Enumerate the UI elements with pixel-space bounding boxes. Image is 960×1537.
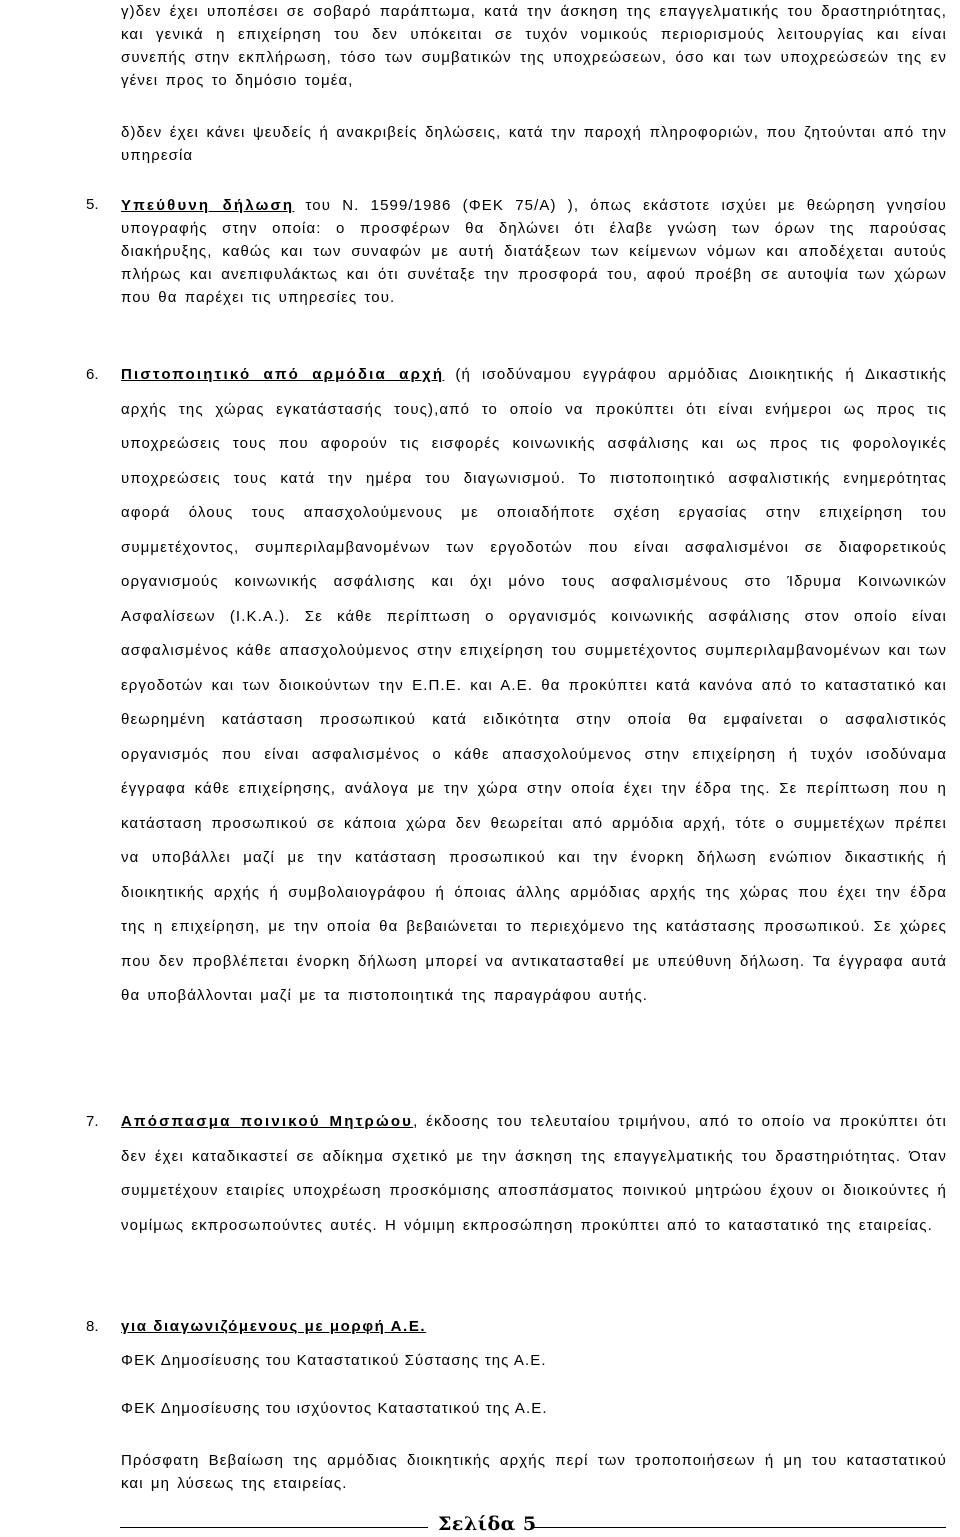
item-8-number: 8.: [86, 1318, 99, 1335]
item-5-number: 5.: [86, 196, 99, 213]
item-7-title: Απόσπασμα ποινικού Μητρώου: [121, 1113, 414, 1130]
footer-rule-right: [534, 1527, 946, 1528]
page-number: Σελίδα 5: [438, 1513, 537, 1535]
item-6-text: (ή ισοδύναμου εγγράφου αρμόδιας Διοικητικής ή Δικαστικής αρχής της χώρας εγκατάστασής τους),από το οποίο να προκύπτει ότι είναι ενήμεροι ως προς τις υποχρεώσεις τους που αφορούν τις εισφορές κοινωνικής ασφάλισης και ως προς τις φορολογικές υποχρεώσεις τους κατά την ημέρα του διαγωνισμού. Το πιστοποιητικό ασφαλιστικής ενημερότητας αφορά όλους τους απασχολούμενους με οποιαδήποτε σχέση εργασίας στην επιχείρηση του συμμετέχοντος, συμπεριλαμβανομένων των εργοδοτών που είναι ασφαλισμένοι σε διαφορετικούς οργανισμούς κοινωνικής ασφάλισης και όχι μόνο τους ασφαλισμένους στο Ίδρυμα Κοινωνικών Ασφαλίσεων (Ι.Κ.Α.). Σε κάθε περίπτωση ο οργανισμός κοινωνικής ασφάλισης στον οποίο είναι ασφαλισμένος κάθε απασχολούμενος στην επιχείρηση του συμμετέχοντος συμπεριλαμβανομένων και των εργοδοτών και των διοικούντων την Ε.Π.Ε. και Α.Ε. θα προκύπτει κατά κανόνα από το καταστατικό και θεωρημένη κατάσταση προσωπικού κατά ειδικότητα στην οποία θα εμφαίνεται ο ασφαλιστικός οργανισμός που είναι ασφαλισμένος ο κάθε απασχολούμενος στην επιχείρηση ή τυχόν ισοδύναμα έγγραφα κάθε επιχείρησης, ανάλογα με την χώρα στην οποία έχει την έδρα της. Σε περίπτωση που η κατάσταση προσωπικού σε κάποια χώρα δεν θεωρείται από αρμόδια αρχή, τότε ο συμμετέχων πρέπει να υποβάλλει μαζί με την κατάσταση προσωπικού και την ένορκη δήλωση ενώπιον δικαστικής ή διοικητικής αρχής ή συμβολαιογράφου ή όποιας άλλης αρμόδιας αρχής της χώρας που έχει την έδρα της η επιχείρηση, με την οποία θα βεβαιώνεται το περιεχόμενο της κατάστασης προσωπικού. Σε χώρες που δεν προβλέπεται ένορκη δήλωση μπορεί να αντικατασταθεί με υπεύθυνη δήλωση. Τα έγγραφα αυτά θα υποβάλλονται μαζί με τα πιστοποιητικά της παραγράφου αυτής.: [121, 366, 947, 1004]
item-8-line-2: ΦΕΚ Δημοσίευσης του ισχύοντος Καταστατικού της Α.Ε.: [121, 1400, 548, 1417]
item-7: [121, 1105, 947, 1243]
item-8-line-3: Πρόσφατη Βεβαίωση της αρμόδιας διοικητικής αρχής περί των τροποποιήσεων ή μη του καταστατικού και μη λύσεως της εταιρείας.: [121, 1452, 947, 1492]
item-7-text: , έκδοσης του τελευταίου τριμήνου, από το οποίο να προκύπτει ότι δεν έχει καταδικαστεί σε αδίκημα σχετικό με την άσκηση της επαγγελματικής του δραστηριότητας. Όταν συμμετέχουν εταιρίες υποχρέωση προσκόμισης αποσπάσματος ποινικού μητρώου έχουν οι διοικούντες ή νομίμως εκπροσωπούντες αυτές. Η νόμιμη εκπροσώπηση προκύπτει από το καταστατικό της εταιρείας.: [121, 1113, 947, 1234]
item-6: [121, 358, 947, 1014]
item-5: [121, 194, 947, 309]
item-5-text: του Ν. 1599/1986 (ΦΕΚ 75/Α) ), όπως εκάστοτε ισχύει με θεώρηση γνησίου υπογραφής στην οποία: ο προσφέρων θα δηλώνει ότι έλαβε γνώση των όρων της παρούσας διακήρυξης, καθώς και των συναφών με αυτή διατάξεων των κείμενων νόμων και αποδέχεται αυτούς πλήρως και ανεπιφυλάκτως και ότι συνέταξε την προσφορά του, αφού προέβη σε αυτοψία των χώρων που θα παρέχει τις υπηρεσίες του.: [121, 197, 947, 306]
item-8-title: για διαγωνιζόμενους με μορφή Α.Ε.: [121, 1318, 427, 1335]
clause-g: γ)δεν έχει υποπέσει σε σοβαρό παράπτωμα, κατά την άσκηση της επαγγελματικής του δραστηριότητας, και γενικά η επιχείρηση του δεν υπόκειται σε τυχόν νομικούς περιορισμούς λειτουργίας και είναι συνεπής στην εκπλήρωση, τόσο των συμβατικών της υποχρεώσεων, όσο και των υποχρεώσεών της εν γένει προς το δημόσιο τομέα,: [121, 3, 947, 89]
clause-d: δ)δεν έχει κάνει ψευδείς ή ανακριβείς δηλώσεις, κατά την παροχή πληροφοριών, που ζητούνται από την υπηρεσία: [121, 124, 947, 164]
item-8-line-1: ΦΕΚ Δημοσίευσης του Καταστατικού Σύστασης της Α.Ε.: [121, 1352, 547, 1369]
item-7-number: 7.: [86, 1113, 99, 1130]
item-6-number: 6.: [86, 366, 99, 383]
footer-rule-left: [120, 1527, 428, 1528]
item-5-title: Υπεύθυνη δήλωση: [121, 197, 295, 214]
item-6-title: Πιστοποιητικό από αρμόδια αρχή: [121, 366, 445, 383]
